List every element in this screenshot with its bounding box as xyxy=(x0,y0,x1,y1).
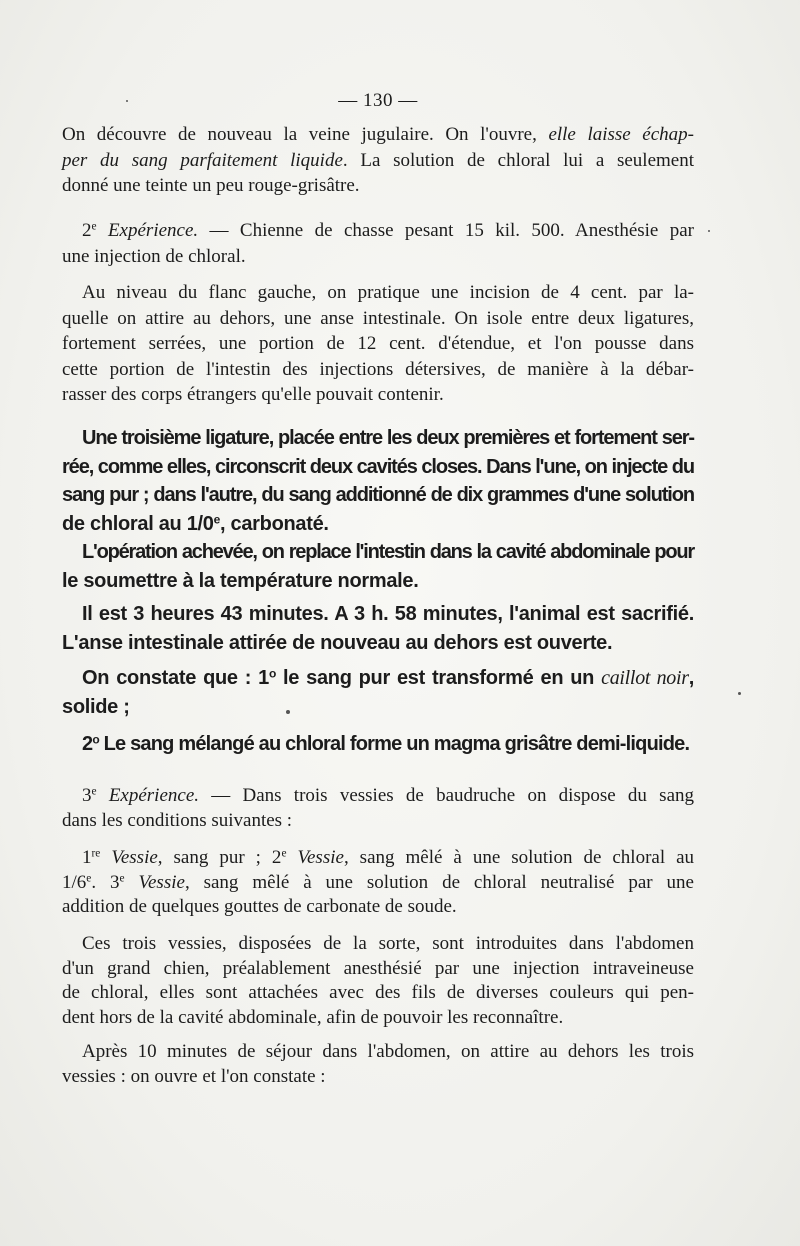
scan-speck xyxy=(126,100,128,102)
paragraph-4-line-4: de chloral au 1/0e, carbonaté. xyxy=(62,511,329,535)
paragraph-4 xyxy=(62,424,694,538)
paragraph-3-line-4: cette portion de l'intestin des injections détersives, de manière à la débar- xyxy=(62,358,694,380)
paragraph-11-line-2: d'un grand chien, préalablement anesthésié par une injection intraveineuse xyxy=(62,957,694,979)
paragraph-11-line-3: de chloral, elles sont attachées avec des fils de diverses couleurs qui pen- xyxy=(62,982,694,1003)
paragraph-9-line-2: dans les conditions suivantes : xyxy=(62,809,293,831)
scan-speck xyxy=(708,230,710,232)
paragraph-5-line-1: L'opération achevée, on replace l'intestin dans la cavité abdominale pour xyxy=(82,541,694,563)
paragraph-6-line-1: Il est 3 heures 43 minutes. A 3 h. 58 minutes, l'animal est sacrifié. xyxy=(82,603,694,625)
paragraph-1 xyxy=(62,122,694,199)
paragraph-11-line-4: dent hors de la cavité abdominale, afin de pouvoir les reconnaître. xyxy=(62,1006,564,1028)
paragraph-11-line-1: Ces trois vessies, disposées de la sorte, sont introduites dans l'abdomen xyxy=(82,933,694,954)
paragraph-4-line-2: rée, comme elles, circonscrit deux cavités closes. Dans l'une, on injecte du xyxy=(62,455,694,478)
paragraph-3-line-5: rasser des corps étrangers qu'elle pouvait contenir. xyxy=(62,384,444,405)
page-number: — 130 — xyxy=(338,90,418,111)
paragraph-3-line-3: fortement serrées, une portion de 12 cent. d'étendue, et l'on pousse dans xyxy=(62,333,694,354)
paragraph-7-line-1: On constate que : 1$^o$ le sang pur est transformé en un caillot noir, xyxy=(82,666,695,689)
scan-speck xyxy=(738,692,741,695)
paragraph-9-line-1: 3e Expérience. — Dans trois vessies de baudruche on dispose du sang xyxy=(82,785,694,806)
paragraph-10 xyxy=(62,846,694,920)
paragraph-5-line-2: le soumettre à la température normale. xyxy=(62,569,419,592)
paragraph-8 xyxy=(62,730,694,759)
paragraph-1-line-1: On découvre de nouveau la veine jugulaire. On l'ouvre, elle laisse échap- xyxy=(62,124,694,145)
paragraph-9 xyxy=(62,784,694,833)
paragraph-3-line-2: quelle on attire au dehors, une anse intestinale. On isole entre deux ligatures, xyxy=(62,307,694,329)
paragraph-12-line-2: vessies : on ouvre et l'on constate : xyxy=(62,1065,326,1087)
paragraph-2-line-2: une injection de chloral. xyxy=(62,245,246,267)
paragraph-5 xyxy=(62,538,694,595)
paragraph-3 xyxy=(62,280,694,408)
scan-speck xyxy=(286,710,290,714)
paragraph-4-line-3: sang pur ; dans l'autre, du sang additionné de dix grammes d'une solution xyxy=(62,484,694,506)
paragraph-3-line-1: Au niveau du flanc gauche, on pratique une incision de 4 cent. par la- xyxy=(82,282,694,303)
paragraph-2 xyxy=(62,218,694,269)
paragraph-6-line-2: L'anse intestinale attirée de nouveau au dehors est ouverte. xyxy=(62,631,613,654)
paragraph-2-line-1: 2e Expérience. — Chienne de chasse pesant 15 kil. 500. Anesthésie par xyxy=(82,220,695,241)
paragraph-4-line-1: Une troisième ligature, placée entre les deux premières et fortement ser- xyxy=(82,427,694,449)
paragraph-8-line-1: 2$^o$ Le sang mélangé au chloral forme un magma grisâtre demi-liquide. xyxy=(82,732,690,755)
paragraph-10-line-3: addition de quelques gouttes de carbonate de soude. xyxy=(62,896,457,917)
paragraph-10-line-2: 1/6e. 3e Vessie, sang mêlé à une solution de chloral neutralisé par une xyxy=(62,871,694,893)
paragraph-1-line-3: donné une teinte un peu rouge-grisâtre. xyxy=(62,175,360,196)
paragraph-7 xyxy=(62,664,694,721)
paragraph-1-line-2: per du sang parfaitement liquide. La solution de chloral lui a seulement xyxy=(62,149,694,171)
paragraph-12-line-1: Après 10 minutes de séjour dans l'abdomen, on attire au dehors les trois xyxy=(82,1041,694,1062)
paragraph-6 xyxy=(62,600,694,657)
paragraph-11 xyxy=(62,932,694,1030)
paragraph-7-line-2: solide ; xyxy=(62,695,130,718)
paragraph-12 xyxy=(62,1040,694,1089)
paragraph-10-line-1: 1re Vessie, sang pur ; 2e Vessie, sang mêlé à une solution de chloral au xyxy=(82,847,695,868)
